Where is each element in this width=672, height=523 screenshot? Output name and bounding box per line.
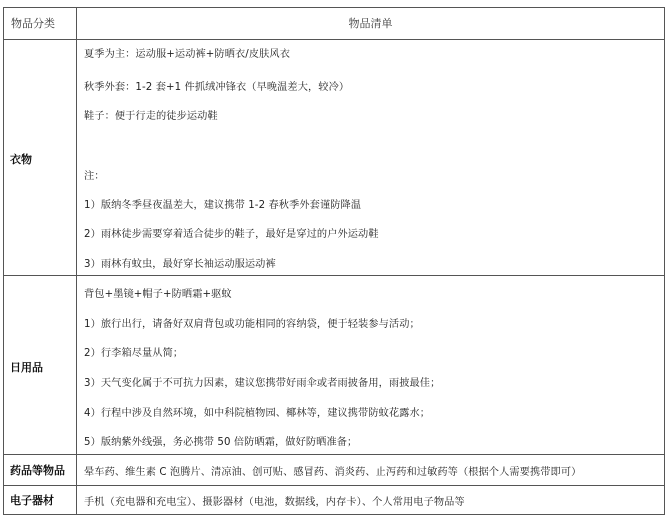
clothing-note: 2）雨林徒步需要穿着适合徒步的鞋子，最好是穿过的户外运动鞋 — [84, 229, 379, 240]
daily-line: 背包+墨镜+帽子+防晒霜+驱蚊 — [84, 289, 232, 300]
row-divider — [4, 454, 664, 455]
packing-list-table — [3, 7, 665, 515]
row-divider — [4, 275, 664, 276]
clothing-line: 鞋子：便于行走的徒步运动鞋 — [84, 111, 218, 122]
daily-line: 2）行李箱尽量从简； — [84, 348, 184, 359]
daily-line: 5）版纳紫外线强，务必携带 50 倍防晒霜，做好防晒准备； — [84, 437, 358, 448]
row-divider — [4, 485, 664, 486]
category-electronics: 电子器材 — [10, 494, 54, 507]
medicine-line: 晕车药、维生素 C 泡腾片、清凉油、创可贴、感冒药、消炎药、止泻药和过敏药等（根据个人需要携带即可） — [84, 467, 582, 478]
electronics-line: 手机（充电器和充电宝）、摄影器材（电池，数据线，内存卡）、个人常用电子物品等 — [84, 497, 465, 508]
row-divider — [4, 39, 664, 40]
clothing-note: 1）版纳冬季昼夜温差大，建议携带 1-2 春秋季外套谨防降温 — [84, 200, 362, 211]
daily-line: 4）行程中涉及自然环境，如中科院植物园、椰林等，建议携带防蚊花露水； — [84, 408, 431, 419]
clothing-note: 3）雨林有蚊虫，最好穿长袖运动服运动裤 — [84, 259, 276, 270]
daily-line: 3）天气变化属于不可抗力因素，建议您携带好雨伞或者雨披备用，雨披最佳； — [84, 378, 441, 389]
column-divider — [76, 8, 77, 514]
category-daily-items: 日用品 — [10, 361, 43, 374]
clothing-note-title: 注： — [84, 171, 105, 182]
daily-line: 1）旅行出行，请备好双肩背包或功能相同的容纳袋，便于轻装参与活动； — [84, 319, 420, 330]
header-category: 物品分类 — [11, 17, 55, 30]
clothing-line: 秋季外套：1-2 套+1 件抓绒冲锋衣（早晚温差大，较冷） — [84, 82, 350, 93]
clothing-line: 夏季为主：运动服+运动裤+防晒衣/皮肤风衣 — [84, 49, 290, 60]
header-item-list: 物品清单 — [348, 17, 393, 30]
category-medicine: 药品等物品 — [10, 464, 65, 477]
category-clothing: 衣物 — [10, 153, 32, 166]
